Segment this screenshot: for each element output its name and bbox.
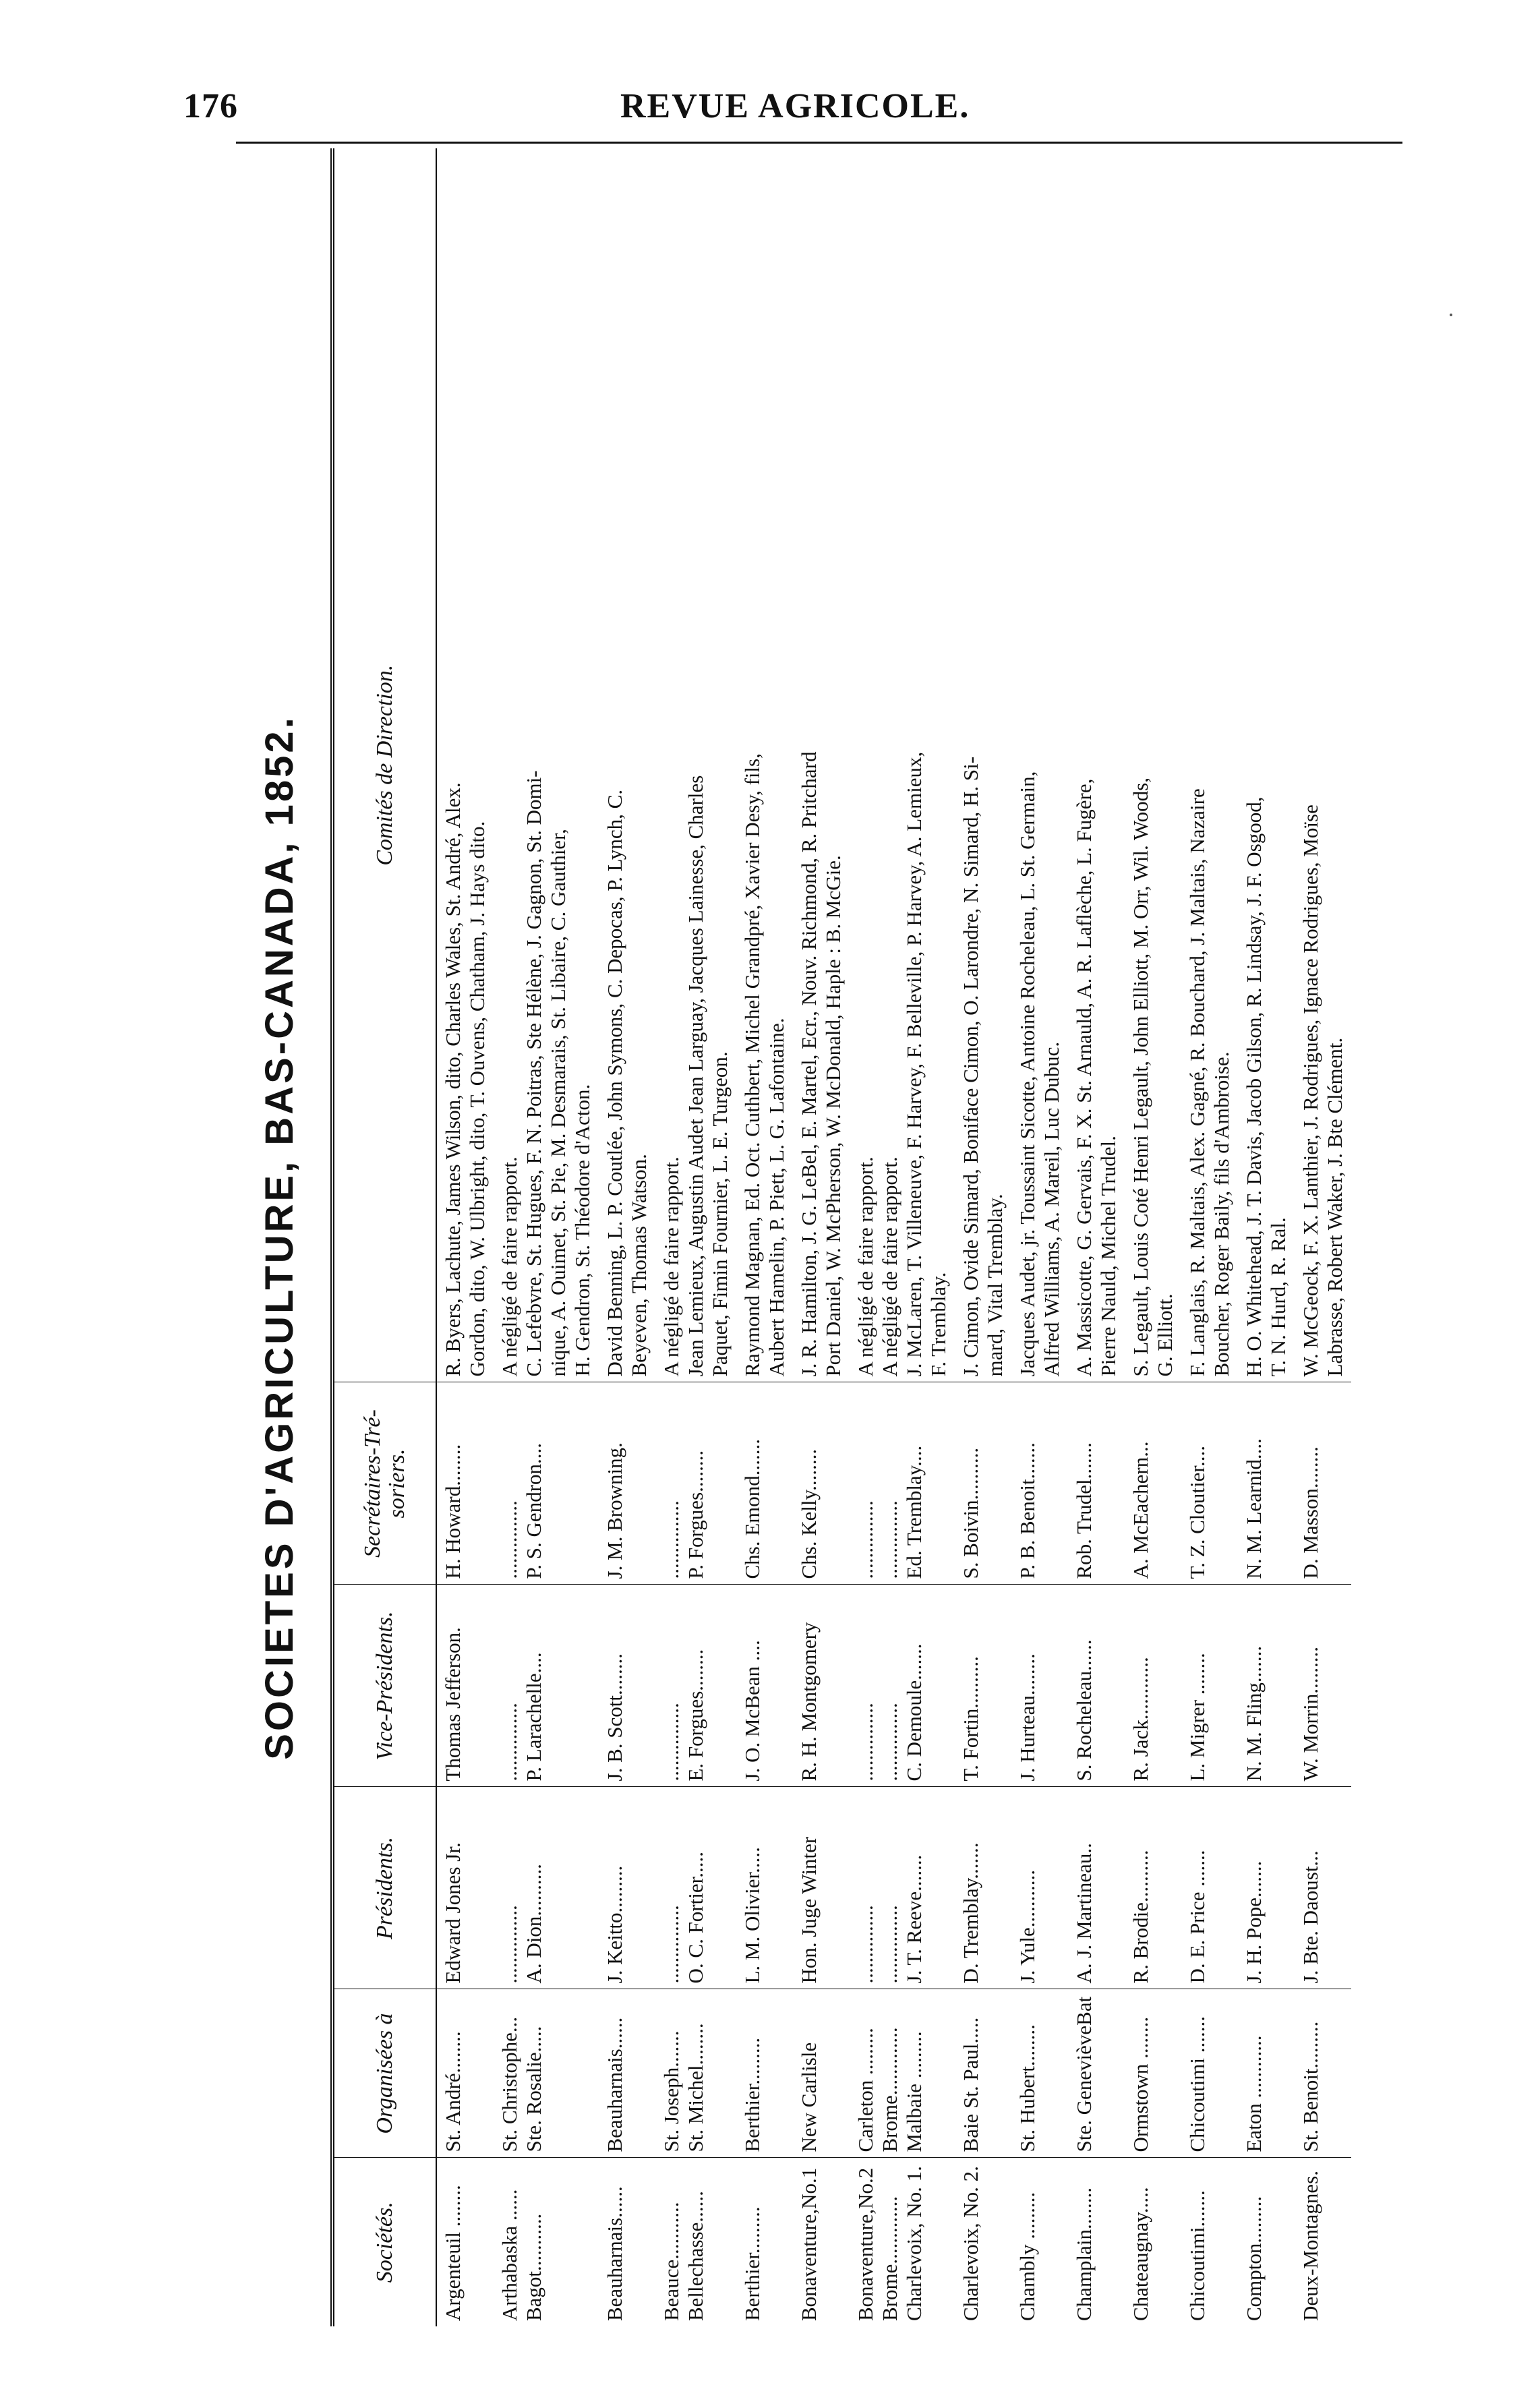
column-header-societes: Sociétés. [334,2158,436,2326]
cell-organisee: St. André........ [436,1989,494,2158]
cell-secretaire: S. Boivin.......... [955,1382,1011,1585]
cell-secretaire: A. McEachern... [1125,1382,1181,1585]
cell-comite: A. Massicotte, G. Gervais, F. X. St. Arnauld, A. R. Laflèche, L. Fugère, Pierre Nauld, Michel Trudel. [1072,778,1120,1377]
cell-societe: Bonaventure,No.1 [793,2158,850,2326]
cell-vice-president: Thomas Jefferson. [436,1585,494,1787]
cell-organisee: St. Christophe... Ste. Rosalie..... [494,1989,599,2158]
cell-comite: David Benning, L. P. Coutlée, John Symons, C. Depocas, P. Lynch, C. Beyeven, Thomas Watson. [603,789,651,1377]
table-row [1295,148,1351,2326]
cell-vice-president: W. Morrin......... [1295,1585,1351,1787]
cell-president: J. Keitto......... [599,1787,655,1989]
column-header-vice-presidents: Vice-Présidents. [334,1585,436,1787]
cell-societe: Charlevoix, No. 2. [955,2158,1011,2326]
rotated-table-content [229,148,1409,2326]
column-header-presidents: Présidents. [334,1787,436,1989]
cell-organisee: Carleton ......... Brome............. Malbaie ......... [850,1989,955,2158]
cell-societe: Champlain........ [1068,2158,1125,2326]
cell-vice-president: ............... E. Forgues........ [655,1585,736,1787]
cell-organisee: St. Benoit......... [1295,1989,1351,2158]
cell-secretaire: Chs. Kelly........ [793,1382,850,1585]
cell-comite: J. Cimon, Ovide Simard, Boniface Cimon, O. Larondre, N. Simard, H. Si- mard, Vital Tremblay. [959,756,1007,1377]
cell-vice-president: ............... P. Larachelle.... [494,1585,599,1787]
cell-societe: Bonaventure,No.2 Brome............. Charlevoix, No. 1. [850,2158,955,2326]
cell-vice-president: J. B. Scott........ [599,1585,655,1787]
cell-vice-president: N. M. Fling....... [1238,1585,1295,1787]
cell-vice-president: R. H. Montgomery [793,1585,850,1787]
cell-organisee: St. Joseph....... St. Michel........ [655,1989,736,2158]
cell-comite: S. Legault, Louis Coté Henri Legault, John Elliott, M. Orr, Wil. Woods, G. Elliott. [1129,777,1177,1377]
table-row [655,148,736,2326]
cell-societe: Arthabaska ...... Bagot........... [494,2158,599,2326]
cell-president: J. Bte. Daoust... [1295,1787,1351,1989]
cell-comite: A négligé de faire rapport. A négligé de faire rapport. J. McLaren, T. Villeneuve, F. Harvey, F. Belleville, P. Harvey, A. Lemieux, F. Tremblay. [854,751,950,1377]
cell-societe: Beauce........... Bellechasse...... [655,2158,736,2326]
table-row [599,148,655,2326]
cell-president: J. Yule........... [1011,1787,1068,1989]
table-row [793,148,850,2326]
cell-organisee: Ste. GenevièveBat [1068,1989,1125,2158]
cell-vice-president: J. Hurteau........ [1011,1585,1068,1787]
cell-vice-president: L. Migrer ........ [1181,1585,1238,1787]
column-header-organisees: Organisées à [334,1989,436,2158]
cell-secretaire: P. B. Benoit....... [1011,1382,1068,1585]
cell-vice-president: S. Rocheleau...... [1068,1585,1125,1787]
table-row [736,148,793,2326]
cell-comite: Jacques Audet, jr. Toussaint Sicotte, Antoine Rocheleau, L. St. Germain, Alfred Williams, A. Mareil, Luc Dubuc. [1015,771,1063,1377]
cell-comite: R. Byers, Lachute, James Wilson, dito, Charles Wales, St. André, Alex. Gordon, dito, W. Ulbright, dito, T. Ouvens, Chatham, J. Hays dito. [441,782,489,1377]
table-wrapper [330,148,1413,2326]
cell-secretaire: J. M. Browning. [599,1382,655,1585]
header-rule [236,142,1402,144]
cell-president: D. Tremblay....... [955,1787,1011,1989]
cell-president: D. E. Price ....... [1181,1787,1238,1989]
cell-secretaire: T. Z. Cloutier.... [1181,1382,1238,1585]
column-header-secretaires: Secrétaires-Tré- soriers. [334,1382,436,1585]
column-header-comites: Comités de Direction. [334,148,436,1382]
table-title: SOCIETES D'AGRICULTURE, BAS-CANADA, 1852. [258,715,301,1760]
table-row [494,148,599,2326]
header-row [334,148,436,2326]
cell-vice-president: T. Fortin.......... [955,1585,1011,1787]
table-row [1125,148,1181,2326]
cell-societe: Compton......... [1238,2158,1295,2326]
cell-president: Hon. Juge Winter [793,1787,850,1989]
cell-secretaire: ............... ............... Ed. Tremblay.... [850,1382,955,1585]
cell-secretaire: H. Howard........ [436,1382,494,1585]
cell-societe: Chicoutimi....... [1181,2158,1238,2326]
print-speck [1450,314,1452,316]
table-row [436,148,494,2326]
cell-president: ............... A. Dion.......... [494,1787,599,1989]
cell-organisee: St. Hubert........ [1011,1989,1068,2158]
cell-vice-president: R. Jack............ [1125,1585,1181,1787]
cell-secretaire: Chs. Emond....... [736,1382,793,1585]
cell-organisee: New Carlisle [793,1989,850,2158]
cell-comite: F. Langlais, R. Maltais, Alex. Gagné, R. Bouchard, J. Maltais, Nazaire Boucher, Roger Baily, fils d'Ambroise. [1185,788,1233,1377]
cell-societe: Deux-Montagnes. [1295,2158,1351,2326]
societies-table [334,148,1351,2326]
cell-president: ............... ............... J. T. Reeve....... [850,1787,955,1989]
cell-societe: Argenteuil ........ [436,2158,494,2326]
cell-secretaire: Rob. Trudel....... [1068,1382,1125,1585]
table-row [850,148,955,2326]
cell-comite: A négligé de faire rapport. Jean Lemieux, Augustin Audet Jean Larguay, Jacques Lainesse, Charles Paquet, Fimin Fournier, L. E. Turgeon. [659,775,732,1377]
table-row [955,148,1011,2326]
table-row [1011,148,1068,2326]
cell-comite: Raymond Magnan, Ed. Oct. Cuthbert, Michel Grandpré, Xavier Desy, fils, Aubert Hamelin, P. Piett, L. G. Lafontaine. [740,753,788,1377]
cell-president: Edward Jones Jr. [436,1787,494,1989]
cell-societe: Chateaugnay..... [1125,2158,1181,2326]
cell-organisee: Chicoutimi ....... [1181,1989,1238,2158]
cell-secretaire: ............... P. S. Gendron.... [494,1382,599,1585]
cell-societe: Beauharnais...... [599,2158,655,2326]
cell-president: R. Brodie.......... [1125,1787,1181,1989]
cell-organisee: Beauharnais...... [599,1989,655,2158]
cell-president: ............... O. C. Fortier..... [655,1787,736,1989]
cell-organisee: Eaton ............ [1238,1989,1295,2158]
cell-comite: W. McGeock, F. X. Lanthier, J. Rodrigues, Ignace Rodrigues, Moïse Labrasse, Robert Waker, J. Bte Clément. [1299,804,1346,1377]
table-row [1068,148,1125,2326]
cell-societe: Berthier......... [736,2158,793,2326]
table-row [1238,148,1295,2326]
cell-organisee: Baie St. Paul..... [955,1989,1011,2158]
cell-president: A. J. Martineau.. [1068,1787,1125,1989]
cell-organisee: Berthier......... [736,1989,793,2158]
table-row [1181,148,1238,2326]
rotated-table-area [229,148,1409,2326]
cell-comite: A négligé de faire rapport. C. Lefebvre, St. Hugues, F. N. Poitras, Ste Hélène, J. Gagnon, St. Domi- nique, A. Ouimet, St. Pie, M. Desmarais, St. Libaire, C. Gauthier, H. Gendron, St. Théodore d'Acton. [498,770,594,1377]
page-header [0,0,1540,155]
cell-president: L. M. Olivier..... [736,1787,793,1989]
cell-comite: H. O. Whitehead, J. T. Davis, Jacob Gilson, R. Lindsay, J. F. Osgood, T. N. Hurd, R. Ral. [1242,796,1290,1377]
cell-societe: Chambly ......... [1011,2158,1068,2326]
cell-vice-president: J. O. McBean .... [736,1585,793,1787]
cell-organisee: Ormstown ........ [1125,1989,1181,2158]
cell-vice-president: ............... ............... C. Demoule....... [850,1585,955,1787]
cell-secretaire: ............... P. Forgues........ [655,1382,736,1585]
page-number: 176 [183,87,238,125]
table-body [436,148,1351,2326]
cell-president: J. H. Pope....... [1238,1787,1295,1989]
cell-secretaire: N. M. Learnid.... [1238,1382,1295,1585]
cell-secretaire: D. Masson........ [1295,1382,1351,1585]
cell-comite: J. R. Hamilton, J. G. LeBel, E. Martel, Ecr., Nouv. Richmond, R. Pritchard Port Daniel, W. McPherson, W. McDonald, Haple : B. McGie. [797,751,845,1377]
running-title: REVUE AGRICOLE. [620,87,970,125]
